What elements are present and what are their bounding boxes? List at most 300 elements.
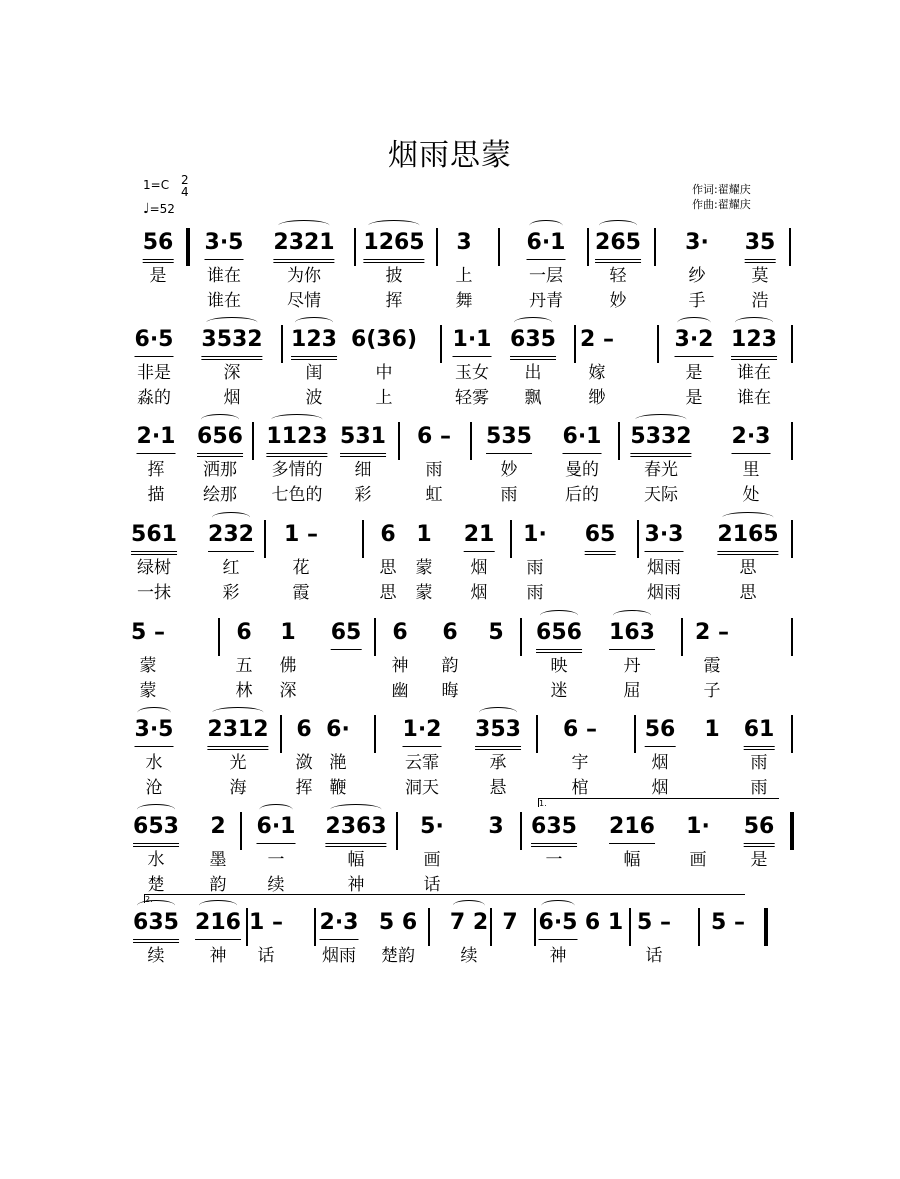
underline-mark — [453, 356, 492, 358]
lyric-syllable: 续 — [147, 946, 165, 966]
note-group: 123 — [731, 327, 777, 353]
barline — [398, 422, 400, 460]
underline-mark — [207, 746, 268, 748]
note-group: 7 — [502, 910, 518, 935]
lyric-syllable: 雨 — [750, 778, 768, 798]
underline-mark — [273, 262, 334, 264]
barline — [314, 908, 316, 946]
note-group: 2312 — [207, 717, 268, 743]
barline — [362, 520, 364, 558]
lyric-syllable: 神 — [549, 946, 567, 966]
barline — [252, 422, 254, 460]
note-group: 163 — [609, 620, 655, 646]
lyric-syllable: 绘那 — [203, 485, 237, 505]
lyric-syllable: 尽情 — [287, 291, 321, 311]
slur-mark — [201, 414, 240, 425]
lyric-syllable: 棺 — [571, 778, 589, 798]
notes-row — [133, 895, 794, 948]
note-group: 3532 — [201, 327, 262, 353]
lyric-syllable: 墨 — [209, 850, 227, 870]
lyric-syllable: 思 — [739, 583, 757, 603]
underline-mark — [257, 843, 296, 845]
barline — [637, 520, 639, 558]
underline-mark — [531, 846, 577, 848]
underline-mark — [595, 259, 641, 261]
lyric-syllable: 丹 — [623, 656, 641, 676]
lyric-syllable: 雨 — [750, 753, 768, 773]
lyric-syllable: 一 — [267, 850, 285, 870]
note-group: 2363 — [325, 814, 386, 840]
note-group: 35 — [745, 230, 776, 256]
note-group: 2·3 — [732, 424, 771, 450]
lyric-syllable: 水 — [145, 753, 163, 773]
barline — [374, 715, 376, 753]
underline-mark — [133, 939, 179, 941]
lyric-syllable: 为你 — [287, 266, 321, 286]
barline — [634, 715, 636, 753]
lyric-syllable: 一抹 — [137, 583, 171, 603]
underline-mark — [536, 652, 582, 654]
slur-mark — [613, 610, 652, 621]
composer-credit: 作曲:翟耀庆 — [692, 198, 751, 211]
note-group: 353 — [475, 717, 521, 743]
underline-mark — [595, 262, 641, 264]
underline-mark — [403, 746, 442, 748]
lyric-syllable: 海 — [229, 778, 247, 798]
notes-row — [134, 422, 794, 462]
underline-mark — [630, 456, 691, 458]
underline-mark — [133, 942, 179, 944]
lyric-line-2 — [134, 485, 794, 509]
note-group: 561 — [131, 522, 177, 548]
lyric-syllable: 蒙 — [139, 681, 157, 701]
underline-mark — [205, 259, 244, 261]
note-group: 3·3 — [645, 522, 684, 548]
underline-mark — [131, 551, 177, 553]
barline — [436, 228, 438, 266]
lyric-syllable: 挥 — [147, 460, 165, 480]
barline — [440, 325, 442, 363]
lyric-syllable: 子 — [703, 681, 721, 701]
lyric-syllable: 续 — [460, 946, 478, 966]
note-group: 65 — [331, 620, 362, 646]
note-group: 1· — [523, 522, 547, 547]
barline — [681, 618, 683, 656]
slur-mark — [271, 414, 322, 425]
lyric-syllable: 烟 — [651, 778, 669, 798]
lyric-syllable: 谁在 — [737, 388, 771, 408]
note-group: 3 — [488, 814, 504, 839]
barline — [657, 325, 659, 363]
lyric-syllable: 披 — [385, 266, 403, 286]
note-group: 656 — [536, 620, 582, 646]
note-group: 5 6 — [378, 910, 418, 935]
note-group: 2·1 — [137, 424, 176, 450]
lyric-syllable: 纱 — [688, 266, 706, 286]
underline-mark — [197, 453, 243, 455]
lyric-syllable: 轻雾 — [455, 388, 489, 408]
slur-mark — [635, 414, 686, 425]
underline-mark — [717, 554, 778, 556]
underline-mark — [539, 939, 578, 941]
underline-mark — [585, 554, 616, 556]
note-group: 56 — [744, 814, 775, 840]
underline-mark — [609, 843, 655, 845]
underline-mark — [585, 551, 616, 553]
barline — [534, 908, 536, 946]
barline — [498, 228, 500, 266]
underline-mark — [320, 939, 359, 941]
note-group: 6·5 — [135, 327, 174, 353]
tempo-value: =52 — [149, 202, 175, 216]
slur-mark — [368, 220, 419, 231]
lyric-syllable: 彩 — [222, 583, 240, 603]
lyric-syllable: 挥 — [385, 291, 403, 311]
lyric-syllable: 画 — [689, 850, 707, 870]
lyric-syllable: 烟 — [470, 583, 488, 603]
lyric-syllable: 云霏 — [405, 753, 439, 773]
barline — [654, 228, 656, 266]
lyric-syllable: 后的 — [565, 485, 599, 505]
lyric-syllable: 烟雨 — [322, 946, 356, 966]
underline-mark — [486, 453, 532, 455]
lyric-syllable: 是 — [685, 363, 703, 383]
time-signature-top: 2 — [181, 173, 189, 187]
key-signature: 1=C — [143, 178, 170, 192]
barline — [574, 325, 576, 363]
note-group: 5 – — [637, 910, 671, 935]
lyric-syllable: 玉女 — [455, 363, 489, 383]
underline-mark — [645, 746, 676, 748]
lyric-line-1 — [134, 558, 794, 582]
time-signature — [181, 174, 189, 198]
note-group: 2 – — [695, 620, 729, 645]
note-group: 1·2 — [403, 717, 442, 743]
note-group: 1·1 — [453, 327, 492, 353]
lyric-syllable: 非是 — [137, 363, 171, 383]
barline — [520, 812, 522, 850]
lyric-syllable: 彩 — [354, 485, 372, 505]
underline-mark — [325, 846, 386, 848]
barline — [536, 715, 538, 753]
lyric-syllable: 烟雨 — [647, 583, 681, 603]
notes-row — [131, 520, 794, 560]
lyric-syllable: 闺 — [305, 363, 323, 383]
lyric-syllable: 鞭 — [329, 778, 347, 798]
lyric-syllable: 洞天 — [405, 778, 439, 798]
note-group: 6 — [380, 522, 396, 547]
note-group: 5332 — [630, 424, 691, 450]
barline — [791, 422, 793, 460]
lyric-syllable: 迷 — [550, 681, 568, 701]
note-group: 6 — [442, 620, 458, 645]
lyric-syllable: 佛 — [279, 656, 297, 676]
underline-mark — [510, 356, 556, 358]
slur-mark — [137, 804, 176, 815]
note-group: 3·5 — [135, 717, 174, 743]
note-group: 216 — [195, 910, 241, 936]
note-group: 2·3 — [320, 910, 359, 936]
slur-mark — [514, 317, 553, 328]
slur-mark — [295, 317, 334, 328]
lyric-syllable: 谁在 — [207, 291, 241, 311]
note-group: 1 — [704, 717, 720, 742]
lyric-syllable: 话 — [257, 946, 275, 966]
lyric-syllable: 里 — [742, 460, 760, 480]
lyric-syllable: 春光 — [644, 460, 678, 480]
note-group: 56 — [645, 717, 676, 743]
note-group: 6 – — [563, 717, 597, 742]
lyric-syllable: 花 — [292, 558, 310, 578]
quarter-note-icon: ♩ — [143, 201, 150, 217]
barline — [790, 812, 794, 850]
lyric-syllable: 话 — [645, 946, 663, 966]
underline-mark — [609, 649, 655, 651]
barline — [240, 812, 242, 850]
underline-mark — [363, 262, 424, 264]
lyric-syllable: 承 — [489, 753, 507, 773]
slur-mark — [260, 804, 293, 815]
lyric-syllable: 水 — [147, 850, 165, 870]
lyric-syllable: 悬 — [489, 778, 507, 798]
lyric-syllable: 幽 — [391, 681, 409, 701]
note-group: 656 — [197, 424, 243, 450]
lyric-syllable: 幅 — [623, 850, 641, 870]
barline — [280, 715, 282, 753]
slur-mark — [722, 512, 773, 523]
lyric-syllable: 五 — [235, 656, 253, 676]
lyric-syllable: 细 — [354, 460, 372, 480]
lyric-line-1 — [134, 266, 794, 290]
underline-mark — [717, 551, 778, 553]
slur-mark — [278, 220, 329, 231]
notes-row — [134, 715, 794, 755]
lyric-syllable: 韵 — [209, 875, 227, 895]
lyric-syllable: 烟 — [470, 558, 488, 578]
lyric-syllable: 曼的 — [565, 460, 599, 480]
lyric-syllable: 浩 — [751, 291, 769, 311]
underline-mark — [208, 551, 254, 553]
lyric-line-1 — [134, 753, 794, 777]
note-group: 5 – — [711, 910, 745, 935]
slur-mark — [330, 804, 381, 815]
underline-mark — [273, 259, 334, 261]
note-group: 232 — [208, 522, 254, 548]
lyric-syllable: 嫁 — [588, 363, 606, 383]
note-group: 3· — [685, 230, 709, 255]
barline — [281, 325, 283, 363]
underline-mark — [197, 456, 243, 458]
lyric-syllable: 思 — [739, 558, 757, 578]
underline-mark — [325, 843, 386, 845]
underline-mark — [340, 456, 386, 458]
credits — [692, 182, 751, 212]
barline — [791, 618, 793, 656]
lyric-syllable: 林 — [235, 681, 253, 701]
slur-mark — [735, 317, 774, 328]
lyricist-credit: 作词:翟耀庆 — [692, 183, 751, 196]
lyric-syllable: 幅 — [347, 850, 365, 870]
underline-mark — [133, 846, 179, 848]
lyric-syllable: 谁在 — [737, 363, 771, 383]
lyric-syllable: 烟雨 — [647, 558, 681, 578]
underline-mark — [137, 453, 176, 455]
slur-mark — [599, 220, 638, 231]
note-group: 2 – — [580, 327, 614, 352]
underline-mark — [732, 453, 771, 455]
time-signature-bottom: 4 — [181, 185, 189, 199]
lyric-line-1 — [134, 656, 794, 680]
song-meta — [143, 173, 189, 217]
barline — [510, 520, 512, 558]
lyric-syllable: 七色的 — [271, 485, 323, 505]
note-group: 1 – — [249, 910, 283, 935]
underline-mark — [645, 551, 684, 553]
underline-mark — [475, 749, 521, 751]
note-group: 2 — [210, 814, 226, 839]
barline — [587, 228, 589, 266]
underline-mark — [201, 359, 262, 361]
lyric-syllable: 处 — [742, 485, 760, 505]
underline-mark — [291, 359, 337, 361]
underline-mark — [527, 259, 566, 261]
note-group: 653 — [133, 814, 179, 840]
lyric-line-1 — [134, 850, 794, 874]
barline — [218, 618, 220, 656]
lyric-syllable: 深 — [279, 681, 297, 701]
underline-mark — [675, 356, 714, 358]
lyric-syllable: 韵 — [441, 656, 459, 676]
barline — [354, 228, 356, 266]
lyric-syllable: 上 — [375, 388, 393, 408]
lyric-syllable: 烟 — [223, 388, 241, 408]
note-group: 3·5 — [205, 230, 244, 256]
lyric-syllable: 妙 — [609, 291, 627, 311]
underline-mark — [563, 453, 602, 455]
underline-mark — [464, 551, 495, 553]
note-group: 1265 — [363, 230, 424, 256]
underline-mark — [135, 356, 174, 358]
slur-mark — [530, 220, 563, 231]
barline — [791, 325, 793, 363]
lyric-syllable: 是 — [750, 850, 768, 870]
barline — [470, 422, 472, 460]
note-group: 6 — [236, 620, 252, 645]
slur-mark — [479, 707, 518, 718]
lyric-syllable: 潋 — [295, 753, 313, 773]
barline — [186, 228, 190, 266]
underline-mark — [731, 356, 777, 358]
lyric-syllable: 挥 — [295, 778, 313, 798]
underline-mark — [531, 843, 577, 845]
lyric-syllable: 淼的 — [137, 388, 171, 408]
underline-mark — [536, 649, 582, 651]
slur-mark — [206, 317, 257, 328]
note-group: 65 — [585, 522, 616, 548]
note-group: 265 — [595, 230, 641, 256]
slur-mark — [212, 512, 251, 523]
lyric-syllable: 红 — [222, 558, 240, 578]
lyric-syllable: 宇 — [571, 753, 589, 773]
lyric-syllable: 神 — [209, 946, 227, 966]
note-group: 21 — [464, 522, 495, 548]
underline-mark — [731, 359, 777, 361]
lyric-syllable: 画 — [423, 850, 441, 870]
lyric-syllable: 上 — [455, 266, 473, 286]
lyric-syllable: 楚 — [147, 875, 165, 895]
lyric-syllable: 波 — [305, 388, 323, 408]
lyric-syllable: 烟 — [651, 753, 669, 773]
underline-mark — [135, 746, 174, 748]
lyric-syllable: 飘 — [524, 388, 542, 408]
notes-row — [134, 228, 794, 268]
lyric-syllable: 思 — [379, 558, 397, 578]
lyric-syllable: 雨 — [526, 558, 544, 578]
notes-row — [131, 618, 794, 658]
note-group: 123 — [291, 327, 337, 353]
lyric-line-2 — [134, 388, 794, 412]
lyric-syllable: 霞 — [292, 583, 310, 603]
lyric-line-1 — [134, 946, 794, 970]
note-group: 6·1 — [563, 424, 602, 450]
lyric-syllable: 虹 — [425, 485, 443, 505]
note-group: 6(36) — [350, 327, 418, 352]
notes-row — [134, 325, 794, 365]
note-group: 1· — [686, 814, 710, 839]
lyric-syllable: 光 — [229, 753, 247, 773]
lyric-syllable: 话 — [423, 875, 441, 895]
tempo-marking — [143, 202, 175, 216]
note-group: 2165 — [717, 522, 778, 548]
underline-mark — [143, 259, 174, 261]
barline — [264, 520, 266, 558]
barline — [618, 422, 620, 460]
barline — [791, 520, 793, 558]
note-group: 5 — [488, 620, 504, 645]
underline-mark — [745, 262, 776, 264]
barline — [789, 228, 791, 266]
lyric-syllable: 思 — [379, 583, 397, 603]
lyric-syllable: 蒙 — [415, 583, 433, 603]
lyric-syllable: 雨 — [526, 583, 544, 603]
underline-mark — [630, 453, 691, 455]
lyric-syllable: 洒那 — [203, 460, 237, 480]
note-group: 3 — [456, 230, 472, 255]
lyric-syllable: 一 — [545, 850, 563, 870]
underline-mark — [266, 453, 327, 455]
lyric-syllable: 莫 — [751, 266, 769, 286]
barline — [396, 812, 398, 850]
slur-mark — [540, 610, 579, 621]
note-group: 56 — [143, 230, 174, 256]
volta-bracket: 2. — [144, 894, 745, 903]
note-group: 531 — [340, 424, 386, 450]
lyric-syllable: 续 — [267, 875, 285, 895]
note-group: 1123 — [266, 424, 327, 450]
lyric-syllable: 舞 — [455, 291, 473, 311]
note-group: 6 — [392, 620, 408, 645]
note-group: 6 1 — [584, 910, 624, 935]
barline — [764, 908, 768, 946]
lyric-syllable: 一层 — [529, 266, 563, 286]
barline — [428, 908, 430, 946]
notes-row — [133, 799, 794, 852]
slur-mark — [678, 317, 711, 328]
underline-mark — [195, 939, 241, 941]
lyric-syllable: 蒙 — [139, 656, 157, 676]
lyric-syllable: 映 — [550, 656, 568, 676]
lyric-syllable: 屈 — [623, 681, 641, 701]
